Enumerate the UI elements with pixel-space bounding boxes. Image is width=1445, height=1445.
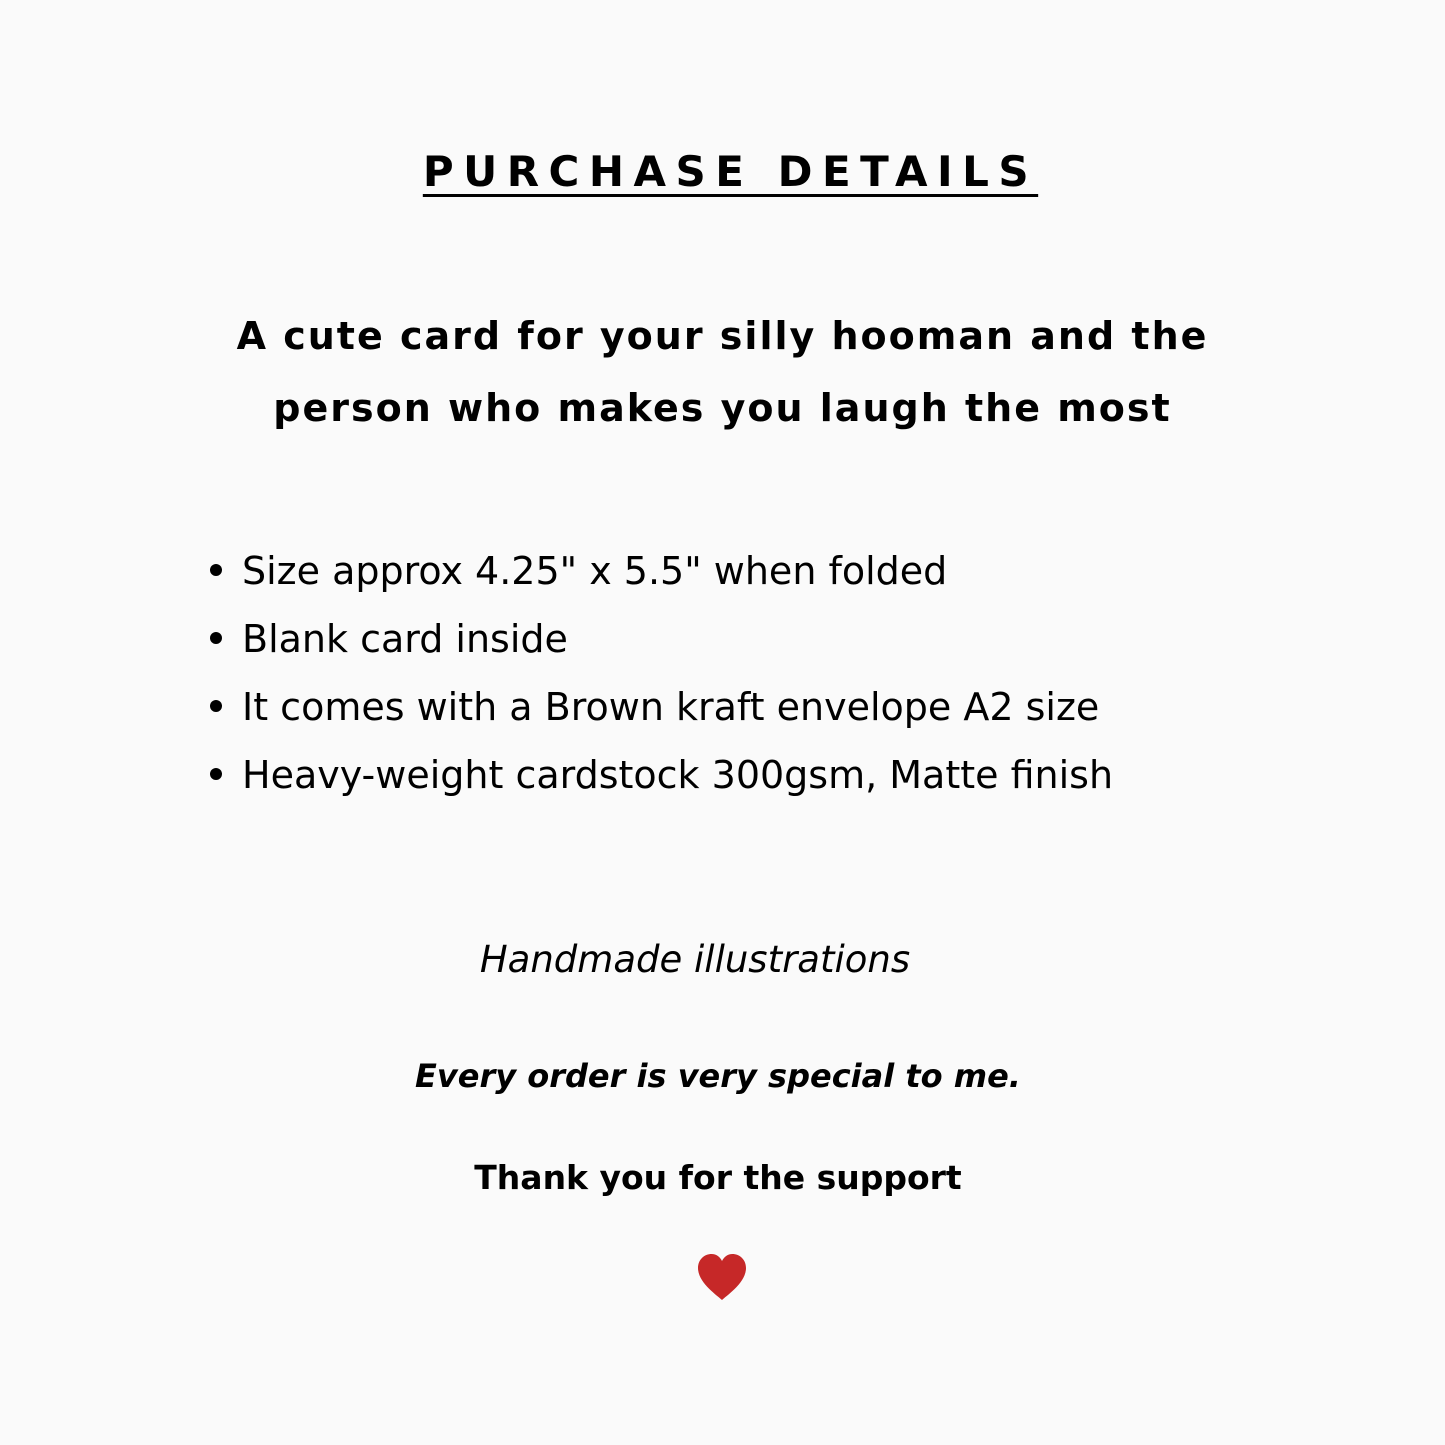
thanks-note: Thank you for the support [474, 1158, 962, 1197]
feature-label: Blank card inside [242, 617, 568, 661]
bullet-icon [210, 632, 222, 644]
intro-line-1: A cute card for your silly hooman and the [236, 314, 1209, 358]
feature-item-envelope [206, 673, 1113, 741]
handmade-note: Handmade illustrations [479, 938, 911, 981]
feature-item-cardstock [206, 741, 1113, 809]
bullet-icon [210, 700, 222, 712]
feature-item-blank [206, 605, 1113, 673]
heart-icon [696, 1252, 748, 1302]
feature-label: Size approx 4.25" x 5.5" when folded [242, 549, 948, 593]
special-note: Every order is very special to me. [415, 1057, 1021, 1095]
feature-label: It comes with a Brown kraft envelope A2 size [242, 685, 1100, 729]
bullet-icon [210, 768, 222, 780]
page-title-text: PURCHASE DETAILS [422, 147, 1039, 196]
feature-label: Heavy-weight cardstock 300gsm, Matte finish [242, 753, 1114, 797]
intro-line-2: person who makes you laugh the most [273, 386, 1172, 430]
features-list [206, 537, 1113, 809]
feature-item-size [206, 537, 1113, 605]
intro-text [0, 300, 1445, 444]
page-title [0, 146, 1445, 198]
bullet-icon [210, 564, 222, 576]
